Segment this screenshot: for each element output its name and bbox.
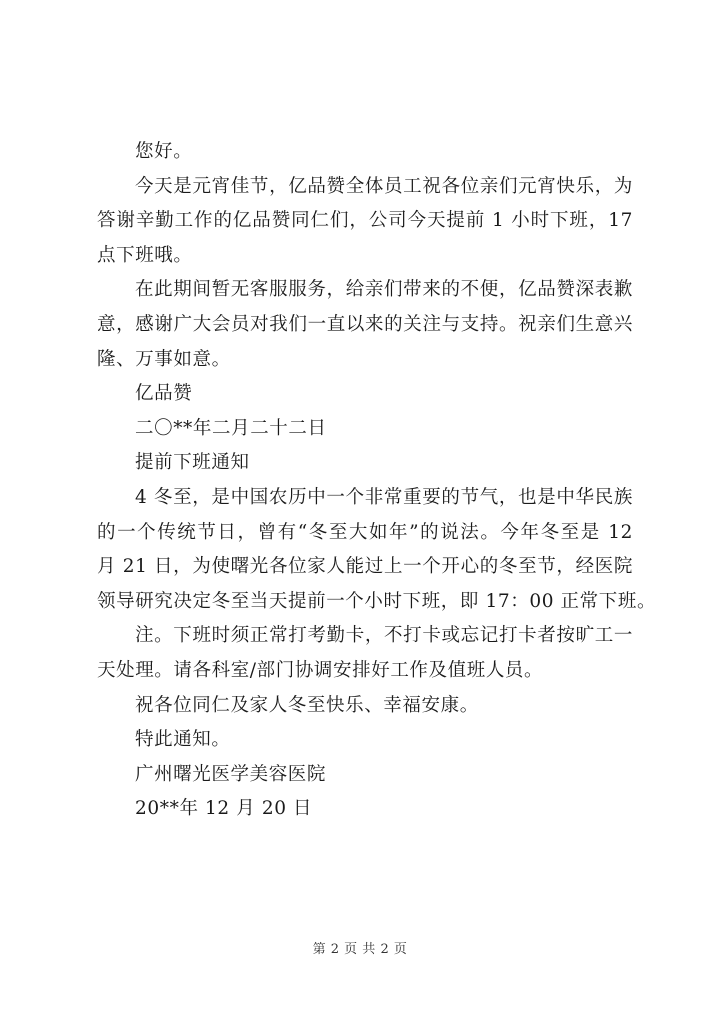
paragraph-line: 今天是元宵佳节，亿品赞全体员工祝各位亲们元宵快乐，为 (135, 175, 633, 197)
paragraph-line: 的一个传统节日，曾有“冬至大如年”的说法。今年冬至是 12 (97, 521, 633, 543)
paragraph-line: 意，感谢广大会员对我们一直以来的关注与支持。祝亲们生意兴 (97, 313, 633, 335)
paragraph-line: 天处理。请各科室/部门协调安排好工作及值班人员。 (97, 659, 544, 681)
signature-date: 二〇**年二月二十二日 (135, 417, 327, 439)
notice-closing: 特此通知。 (135, 729, 231, 751)
paragraph-line: 隆、万事如意。 (97, 348, 231, 370)
paragraph-line: 点下班哦。 (97, 244, 193, 266)
signature-date-2: 20**年 12 月 20 日 (135, 798, 313, 820)
notice-title: 提前下班通知 (135, 452, 250, 474)
greeting-line: 您好。 (135, 141, 193, 162)
paragraph-line: 在此期间暂无客服服务，给亲们带来的不便，亿品赞深表歉 (135, 279, 633, 301)
paragraph-line: 注。下班时须正常打考勤卡，不打卡或忘记打卡者按旷工一 (135, 625, 633, 647)
paragraph-line: 月 21 日，为使曙光各位家人能过上一个开心的冬至节，经医院 (97, 556, 633, 578)
wishes-line: 祝各位同仁及家人冬至快乐、幸福安康。 (135, 694, 479, 716)
signature-organization: 广州曙光医学美容医院 (135, 763, 327, 785)
paragraph-line: 4 冬至，是中国农历中一个非常重要的节气，也是中华民族 (135, 486, 633, 508)
paragraph-line: 答谢辛勤工作的亿品赞同仁们，公司今天提前 1 小时下班，17 (97, 210, 633, 232)
paragraph-line: 领导研究决定冬至当天提前一个小时下班，即 17：00 正常下班。 (97, 590, 657, 612)
signature-company: 亿品赞 (135, 383, 193, 405)
page-number: 第 2 页 共 2 页 (312, 942, 408, 957)
document-body (97, 135, 657, 827)
